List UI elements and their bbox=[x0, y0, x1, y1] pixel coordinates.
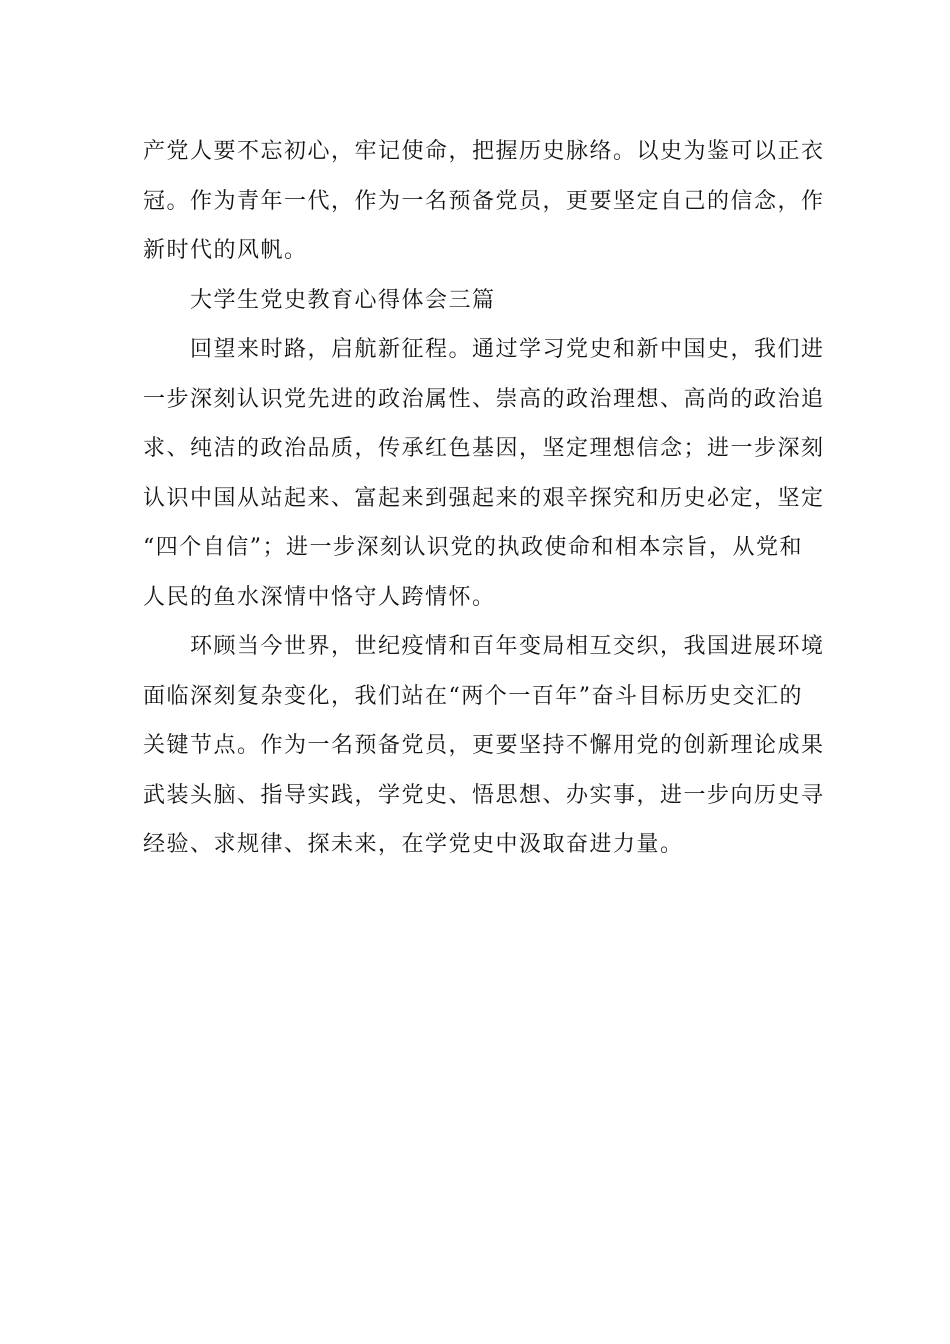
text-line: 环顾当今世界，世纪疫情和百年变局相互交织，我国进展环境 bbox=[190, 634, 825, 659]
text-line: 经验、求规律、探未来，在学党史中汲取奋进力量。 bbox=[143, 832, 684, 857]
title-line: 大学生党史教育心得体会三篇 bbox=[190, 287, 496, 313]
section-title bbox=[143, 276, 805, 326]
paragraph-continuation bbox=[143, 127, 825, 276]
text-line: 回望来时路，启航新征程。通过学习党史和新中国史，我们进 bbox=[190, 337, 825, 362]
text-line: 冠。作为青年一代，作为一名预备党员，更要坚定自己的信念，作 bbox=[143, 188, 825, 214]
text-line: 新时代的风帆。 bbox=[143, 238, 308, 263]
text-line: “四个自信”；进一步深刻认识党的执政使命和相本宗旨，从党和 bbox=[143, 535, 803, 560]
text-line: 产党人要不忘初心，牢记使命，把握历史脉络。以史为鉴可以正衣 bbox=[143, 139, 825, 164]
text-line: 关键节点。作为一名预备党员，更要坚持不懈用党的创新理论成果 bbox=[143, 733, 825, 758]
paragraph bbox=[143, 325, 825, 622]
text-line: 武装头脑、指导实践，学党史、悟思想、办实事，进一步向历史寻 bbox=[143, 782, 825, 808]
document-body bbox=[143, 127, 825, 870]
text-line: 一步深刻认识党先进的政治属性、崇高的政治理想、高尚的政治追 bbox=[143, 386, 825, 412]
text-line: 人民的鱼水深情中恪守人跨情怀。 bbox=[143, 584, 496, 610]
text-line: 认识中国从站起来、富起来到强起来的艰辛探究和历史必定，坚定 bbox=[143, 485, 825, 511]
text-line: 面临深刻复杂变化，我们站在“两个一百年”奋斗目标历史交汇的 bbox=[143, 683, 803, 709]
text-line: 求、纯洁的政治品质，传承红色基因，坚定理想信念；进一步深刻 bbox=[143, 436, 825, 461]
paragraph bbox=[143, 622, 825, 870]
